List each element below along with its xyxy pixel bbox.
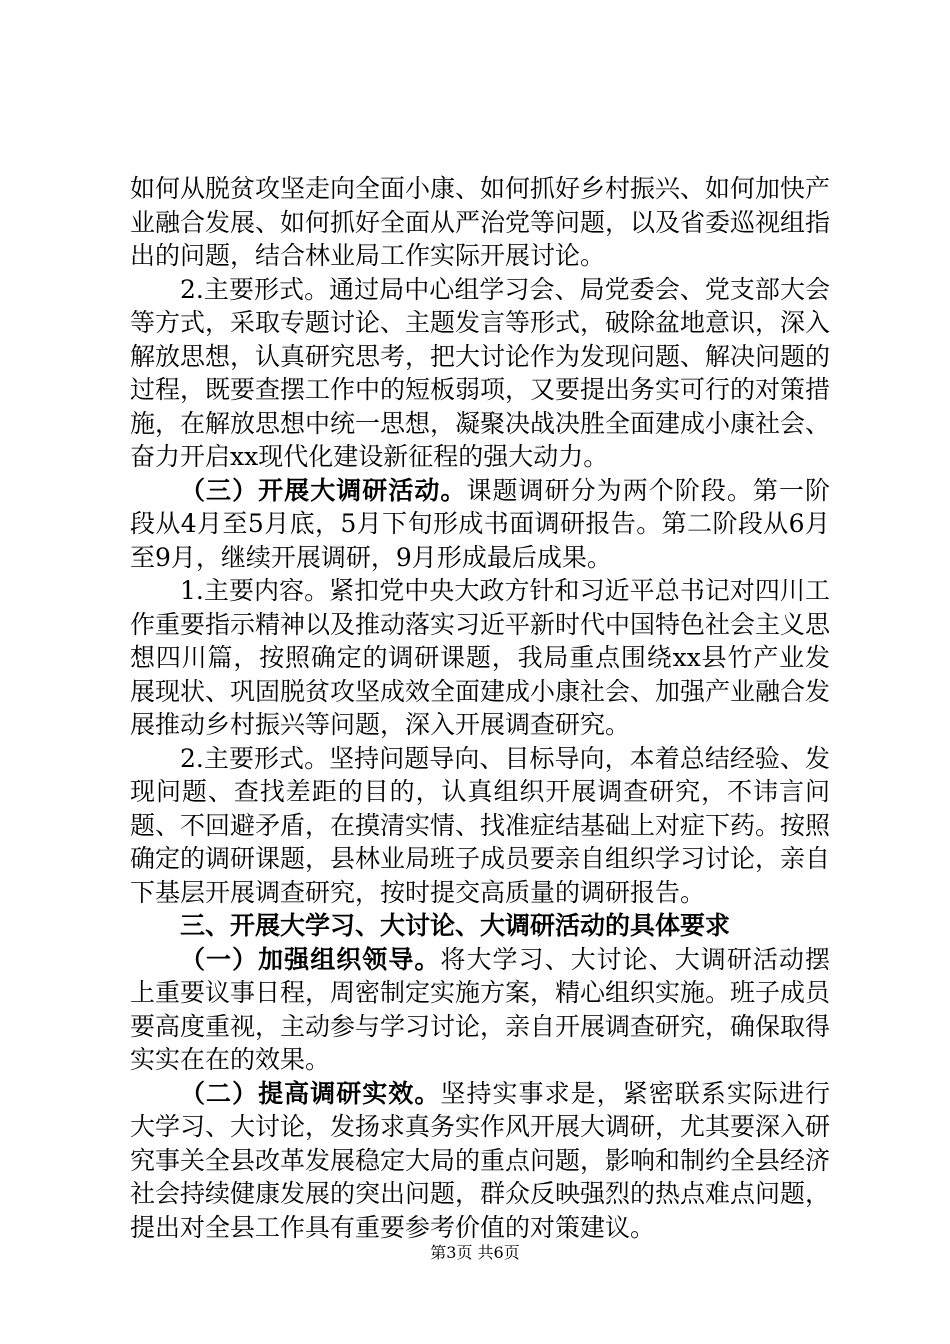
paragraph-text: 将大学习、大讨论、大调研活动摆上重要议事日程，周密制定实施方案，精心组织实施。班子成员要高度重视，主动参与学习讨论，亲自开展调查研究，确保取得实实在在的效果。	[130, 944, 831, 1074]
paragraph-discussion-form	[130, 273, 830, 474]
paragraph-text: 坚持实事求是，紧密联系实际进行大学习、大讨论，发扬求真务实作风开展大调研，尤其要深入研究事关全县改革发展稳定大局的重点问题，影响和制约全县经济社会持续健康发展的突出问题，群众反映强烈的热点难点问题，提出对全县工作具有重要参考价值的对策建议。	[130, 1078, 831, 1242]
paragraph-text: 2.主要形式。通过局中心组学习会、局党委会、党支部大会等方式，采取专题讨论、主题发言等形式，破除盆地意识，深入解放思想，认真研究思考，把大讨论作为发现问题、解决问题的过程，既要查摆工作中的短板弱项，又要提出务实可行的对策措施，在解放思想中统一思想，凝聚决战决胜全面建成小康社会、奋力开启xx现代化建设新征程的强大动力。	[130, 274, 831, 471]
paragraph-lead: （二）提高调研实效。	[180, 1078, 441, 1108]
paragraph-research-content	[130, 574, 830, 742]
paragraph-text: 如何从脱贫攻坚走向全面小康、如何抓好乡村振兴、如何加快产业融合发展、如何抓好全面从严治党等问题，以及省委巡视组指出的问题，结合林业局工作实际开展讨论。	[130, 174, 831, 270]
paragraph-continued	[130, 172, 830, 273]
paragraph-text: 1.主要内容。紧扣党中央大政方针和习近平总书记对四川工作重要指示精神以及推动落实习近平新时代中国特色社会主义思想四川篇，按照确定的调研课题，我局重点围绕xx县竹产业发展现状、巩固脱贫攻坚成效全面建成小康社会、加强产业融合发展推动乡村振兴等问题，深入开展调查研究。	[130, 576, 831, 739]
paragraph-research-form	[130, 742, 830, 910]
paragraph-research-activity	[130, 474, 830, 575]
section-heading: 三、开展大学习、大讨论、大调研活动的具体要求	[180, 911, 731, 940]
document-body	[130, 172, 830, 1244]
paragraph-organization	[130, 943, 830, 1077]
page-footer: 第3页 共6页	[430, 1243, 520, 1262]
paragraph-effectiveness	[130, 1077, 830, 1245]
paragraph-text: 2.主要形式。坚持问题导向、目标导向，本着总结经验、发现问题、查找差距的目的，认真组织开展调查研究，不讳言问题、不回避矛盾，在摸清实情、找准症结基础上对症下药。按照确定的调研课题，县林业局班子成员要亲自组织学习讨论，亲自下基层开展调查研究，按时提交高质量的调研报告。	[130, 743, 831, 907]
paragraph-lead: （三）开展大调研活动。	[180, 475, 467, 505]
paragraph-text: 课题调研分为两个阶段。第一阶段从4月至5月底，5月下旬形成书面调研报告。第二阶段从6月至9月，继续开展调研，9月形成最后成果。	[130, 475, 830, 572]
paragraph-lead: （一）加强组织领导。	[180, 944, 441, 974]
